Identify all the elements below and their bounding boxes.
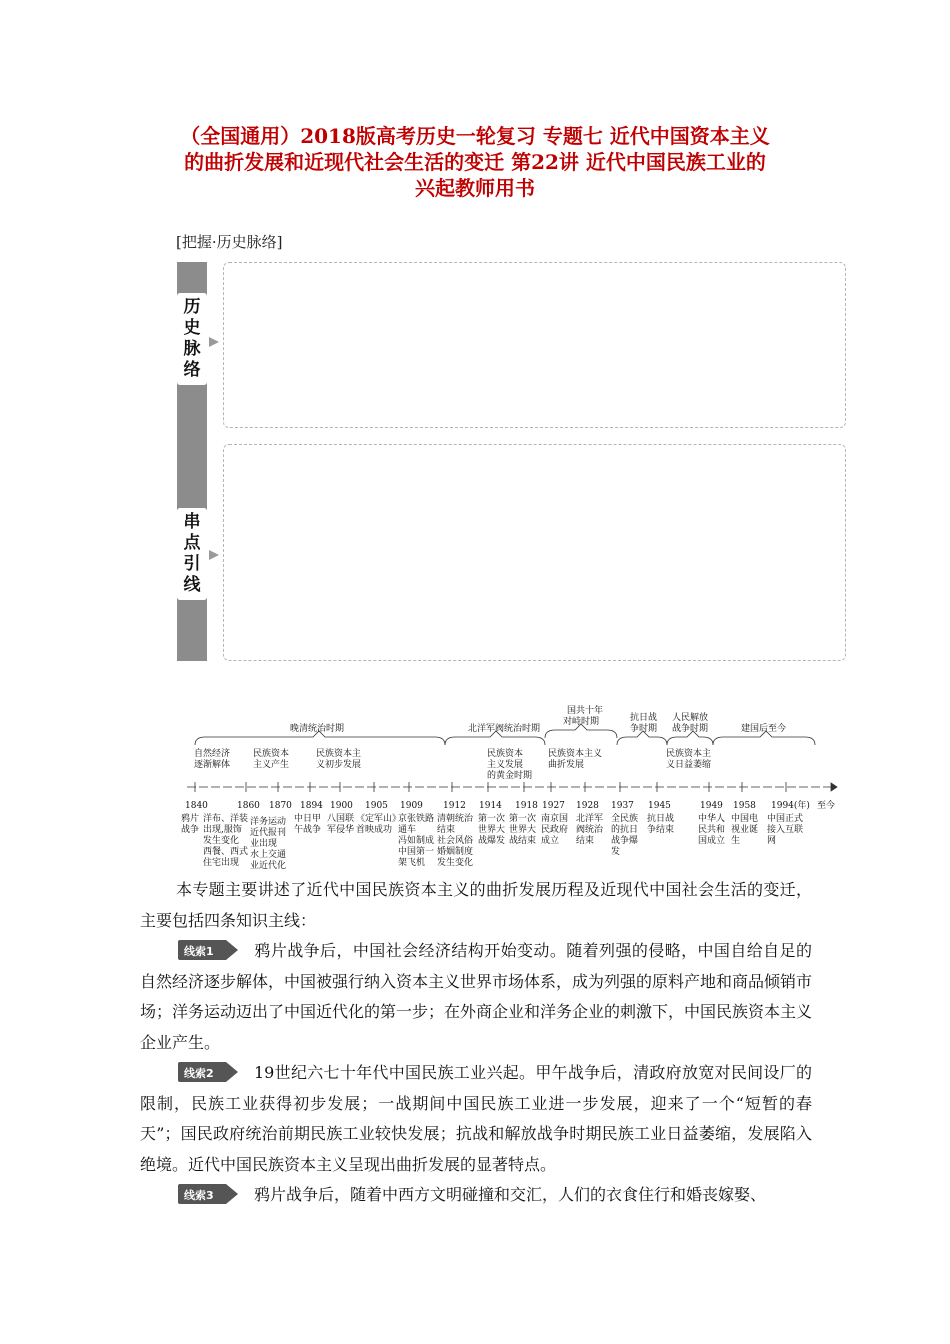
event-line: 全民族 <box>611 814 639 824</box>
clue-badge <box>178 1184 238 1204</box>
panel-label-history <box>177 293 207 385</box>
event-line: 发生变化 <box>437 858 474 868</box>
phase-label: 主义发展 <box>487 760 524 770</box>
event-line: 午战争 <box>294 825 322 835</box>
event-line: 北洋军 <box>576 814 604 824</box>
event-line: 战争 <box>181 825 200 835</box>
document-title <box>60 123 890 201</box>
label-char: 史 <box>183 318 201 338</box>
clue-badge <box>178 1062 238 1082</box>
event-line: 战争爆 <box>611 836 639 846</box>
period-label: 建国后至今 <box>741 724 787 734</box>
label-char: 线 <box>183 575 201 595</box>
year-label: 1860 <box>237 801 260 811</box>
label-char: 络 <box>183 360 201 380</box>
event-line: 清朝统治 <box>437 814 474 824</box>
period-label: 战争时期 <box>672 724 709 734</box>
clue-badge <box>178 940 238 960</box>
period-label: 对峙时期 <box>563 717 600 727</box>
event-line: 民共和 <box>698 825 726 835</box>
year-label: 1994(年) <box>771 801 810 811</box>
event-line: 鸦片 <box>181 814 200 824</box>
phase-label: 逐渐解体 <box>194 760 231 770</box>
history-panel-box <box>223 262 846 428</box>
label-char: 历 <box>183 297 201 317</box>
intro-text: 本专题主要讲述了近代中国民族资本主义的曲折发展历程及近现代中国社会生活的变迁，主要包括四条知识主线： <box>140 880 812 930</box>
clue-paragraph-2 <box>140 1058 812 1180</box>
clue-paragraph-1 <box>140 936 812 1058</box>
event-line: 业近代化 <box>250 861 287 871</box>
phase-label: 民族资本主 <box>666 749 712 759</box>
event-line: 第一次 <box>478 814 506 824</box>
label-char: 串 <box>183 512 201 532</box>
section-tag: [把握·历史脉络] <box>176 233 283 251</box>
event-line: 成立 <box>541 836 560 846</box>
phase-label: 自然经济 <box>194 749 231 759</box>
panel-label-clues <box>177 508 207 600</box>
event-line: 水上交通 <box>250 850 287 860</box>
event-line: 阀统治 <box>576 825 604 835</box>
event-line: 网 <box>767 836 777 846</box>
event-line: 京张铁路 <box>398 814 435 824</box>
clue-paragraph-3 <box>140 1180 812 1211</box>
event-line: 洋务运动 <box>250 817 287 827</box>
event-line: 西餐、西式 <box>203 847 249 857</box>
label-char: 点 <box>183 533 201 553</box>
event-line: 抗日战 <box>647 814 675 824</box>
event-line: 洋布、洋装 <box>203 814 249 824</box>
phase-label: 曲折发展 <box>548 760 585 770</box>
arrow-right-icon <box>209 337 219 347</box>
event-line: 世界大 <box>478 825 506 835</box>
phase-label: 民族资本主义 <box>548 749 603 759</box>
phase-label: 民族资本 <box>253 749 290 759</box>
year-label: 1905 <box>365 801 388 811</box>
label-char: 引 <box>183 554 201 574</box>
phase-label: 义初步发展 <box>316 760 362 770</box>
phase-label: 民族资本 <box>487 749 524 759</box>
period-label: 晚清统治时期 <box>290 724 345 734</box>
phase-label: 民族资本主 <box>316 749 362 759</box>
year-label: 1928 <box>576 801 599 811</box>
period-label: 抗日战 <box>630 713 658 723</box>
event-line: 争结束 <box>647 825 675 835</box>
year-label: 1840 <box>185 801 208 811</box>
clue-text: 19世纪六七十年代中国民族工业兴起。甲午战争后，清政府放宽对民间设厂的限制，民族工业获得初步发展；一战期间中国民族工业进一步发展，迎来了一个“短暂的春天”；国民政府统治前期民族工业较快发展；抗战和解放战争时期民族工业日益萎缩，发展陷入绝境。近代中国民族资本主义呈现出曲折发展的显著特点。 <box>140 1063 812 1174</box>
event-line: 中国电 <box>731 814 759 824</box>
year-label: 至今 <box>817 801 836 811</box>
event-line: 架飞机 <box>398 858 426 868</box>
year-label: 1949 <box>700 801 723 811</box>
year-label: 1927 <box>542 801 565 811</box>
phase-label: 主义产生 <box>253 760 290 770</box>
year-label: 1912 <box>443 801 466 811</box>
event-line: 结束 <box>437 825 456 835</box>
intro-paragraph <box>140 875 812 936</box>
event-line: 的抗日 <box>611 825 639 835</box>
clue-text: 鸦片战争后，中国社会经济结构开始变动。随着列强的侵略，中国自给自足的自然经济逐步解体，中国被强行纳入资本主义世界市场体系，成为列强的原料产地和商品倾销市场；洋务运动迈出了中国近代化的第一步；在外商企业和洋务企业的刺激下，中国民族资本主义企业产生。 <box>140 941 813 1052</box>
title-line: 的曲折发展和近现代社会生活的变迁 第22讲 近代中国民族工业的 <box>184 150 766 174</box>
clue-badge-text: 线索3 <box>184 1189 214 1202</box>
phase-label: 义日益萎缩 <box>666 760 712 770</box>
year-label: 1914 <box>479 801 502 811</box>
phase-label: 的黄金时期 <box>487 771 533 781</box>
event-line: 通车 <box>398 825 417 835</box>
event-line: 中华人 <box>698 814 726 824</box>
event-line: 社会风俗 <box>437 836 474 846</box>
clue-badge-text: 线索1 <box>184 945 214 958</box>
event-line: 出现,服饰 <box>203 825 242 835</box>
period-label: 北洋军阀统治时期 <box>468 724 541 734</box>
event-line: 近代报刊 <box>250 828 287 838</box>
year-label: 1958 <box>733 801 756 811</box>
year-label: 1894 <box>300 801 323 811</box>
clue-badge-text: 线索2 <box>184 1067 214 1080</box>
year-label: 1900 <box>330 801 353 811</box>
event-labels <box>181 812 803 871</box>
event-line: 视业诞 <box>731 825 759 835</box>
clues-panel-box <box>223 444 846 661</box>
year-label: 1937 <box>611 801 634 811</box>
year-label: 1909 <box>400 801 423 811</box>
event-line: 生 <box>731 836 741 846</box>
clue-text: 鸦片战争后，随着中西方文明碰撞和交汇，人们的衣食住行和婚丧嫁娶、 <box>254 1185 767 1204</box>
event-line: 中国正式 <box>767 814 804 824</box>
event-line: 世界大 <box>509 825 537 835</box>
event-line: 战结束 <box>509 836 537 846</box>
year-label: 1945 <box>648 801 671 811</box>
event-line: 接入互联 <box>767 825 804 835</box>
year-label: 1870 <box>269 801 292 811</box>
event-line: 战爆发 <box>478 836 506 846</box>
event-line: 中日甲 <box>294 814 322 824</box>
year-label: 1918 <box>515 801 538 811</box>
event-line: 八国联 <box>327 814 355 824</box>
event-line: 首映成功 <box>356 825 393 835</box>
event-line: 第一次 <box>509 814 537 824</box>
period-label: 人民解放 <box>672 713 709 723</box>
event-line: 南京国 <box>541 814 569 824</box>
event-line: 发 <box>611 847 621 857</box>
arrow-right-icon <box>209 550 219 560</box>
event-line: 婚姻制度 <box>437 847 474 857</box>
event-line: 冯如制成 <box>398 836 435 846</box>
event-line: 业出现 <box>250 839 278 849</box>
event-line: 中国第一 <box>398 847 435 857</box>
title-line: 兴起教师用书 <box>415 176 535 200</box>
event-line: 结束 <box>576 836 595 846</box>
event-line: 《定军山》 <box>356 814 402 824</box>
event-line: 军侵华 <box>327 825 355 835</box>
period-label: 争时期 <box>630 724 658 734</box>
title-line: （全国通用）2018版高考历史一轮复习 专题七 近代中国资本主义 <box>180 124 770 148</box>
event-line: 国成立 <box>698 836 726 846</box>
event-line: 发生变化 <box>203 836 240 846</box>
event-line: 住宅出现 <box>203 858 240 868</box>
event-line: 民政府 <box>541 825 569 835</box>
label-char: 脉 <box>183 339 201 359</box>
period-label: 国共十年 <box>567 706 604 716</box>
